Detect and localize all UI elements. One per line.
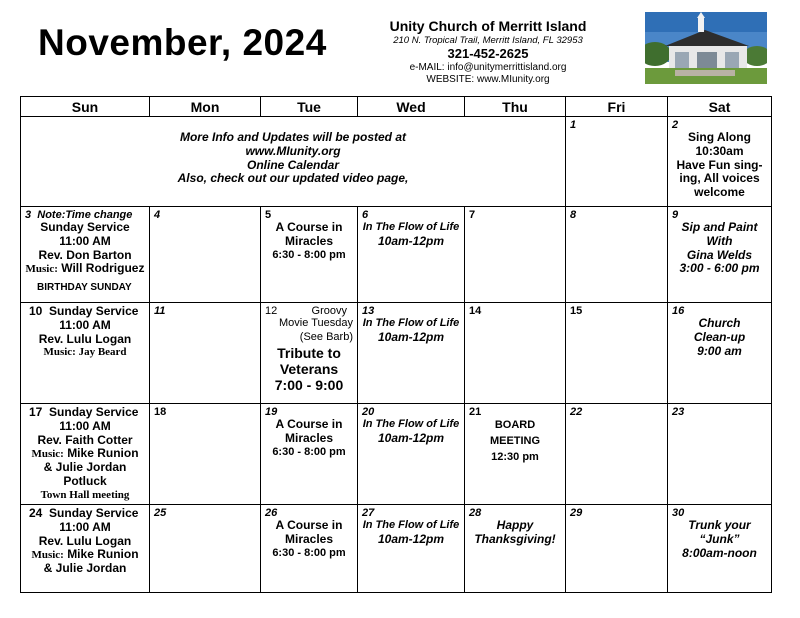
date-number: 28 [469,507,482,519]
speaker: Rev. Lulu Logan [38,331,132,346]
day-cell [668,404,772,505]
day-cell [566,404,668,505]
event-title: A Course in [275,417,343,431]
day-cell [21,207,150,303]
event-title: Sunday Service [49,405,139,419]
date-number: 24 [29,506,43,520]
date-number: 8 [570,209,577,221]
info-notice [21,117,566,207]
event-title: Movie Tuesday [279,317,353,329]
event-time: 6:30 - 8:00 pm [272,546,346,559]
date-number: 26 [265,507,278,519]
event-detail: With [706,233,733,248]
info-line: Online Calendar [246,157,340,172]
day-cell [358,505,465,593]
calendar-grid [20,96,772,593]
event-title: Veterans [279,360,339,377]
event-title: A Course in [275,518,343,532]
day-cell [358,404,465,505]
day-cell [150,303,261,404]
date-number: 3 [25,209,32,221]
event-time: 11:00 AM [59,418,111,433]
day-cell [566,117,668,207]
date-number: 15 [570,305,583,317]
day-cell [566,303,668,404]
musician: Will Rodriguez [61,261,145,276]
date-number: 20 [362,406,375,418]
date-number: 27 [362,507,375,519]
event-detail: Gina Welds [686,247,753,262]
event-title: Sing Along [688,130,751,144]
musician: & Julie Jordan [43,460,127,475]
day-cell [465,404,566,505]
event-title: BOARD [494,419,536,431]
event-time: 9:00 am [697,343,742,358]
event-title: “Junk” [699,531,740,546]
event-title: MEETING [489,434,541,447]
day-header-wed: Wed [358,97,465,117]
date-number: 14 [469,305,482,317]
musician: Mike Runion [67,446,139,461]
event-title: Church [698,316,741,330]
event-detail: welcome [694,185,745,200]
event-title: Miracles [284,531,334,546]
day-cell [261,505,358,593]
day-header-thu: Thu [465,97,566,117]
event-time: 8:00am-noon [682,545,757,560]
time-change-note: Note:Time change [37,209,133,221]
day-header-tue: Tue [261,97,358,117]
date-number: 9 [672,209,679,221]
date-number: 30 [672,507,685,519]
event-title: In The Flow of Life [362,418,460,430]
day-header-mon: Mon [150,97,261,117]
event-time: 7:00 - 9:00 [274,376,344,393]
event-time: 10am-12pm [377,330,445,345]
event-time: 3:00 - 6:00 pm [679,261,760,276]
event-title: In The Flow of Life [362,317,460,329]
church-email: e-MAIL: info@unitymerrittisland.org [409,61,567,73]
date-number: 10 [29,304,43,318]
page-title: November, 2024 [38,22,327,63]
day-cell [465,303,566,404]
event-title: Thanksgiving! [474,531,556,546]
event-title: Sunday Service [49,304,139,318]
speaker: Rev. Don Barton [38,247,132,262]
date-number: 5 [265,209,272,221]
day-cell [668,117,772,207]
event-title: Clean-up [693,329,746,344]
event-title: In The Flow of Life [362,519,460,531]
event-title: Potluck [63,473,107,488]
date-number: 21 [469,406,482,418]
event-detail: ing, All voices [679,171,760,186]
event-title: Sip and Paint [681,220,758,234]
date-number: 6 [362,209,369,221]
event-title: Tribute to [277,344,341,361]
day-cell [21,404,150,505]
event-time: 11:00 AM [59,233,111,248]
musician: & Julie Jordan [43,561,127,576]
event-title: Miracles [284,430,334,445]
event-time: 6:30 - 8:00 pm [272,248,346,261]
day-cell [668,207,772,303]
date-number: 12 [265,305,278,317]
event-title: A Course in [275,220,343,234]
event-time: 11:00 AM [59,519,111,534]
day-cell [150,207,261,303]
day-cell [261,404,358,505]
event-title: Miracles [284,233,334,248]
event-title: Town Hall meeting [40,488,130,501]
church-photo [645,12,767,84]
day-header-sun: Sun [21,97,150,117]
date-number: 2 [672,119,679,131]
musician: Music: Jay Beard [43,346,127,359]
day-cell [566,505,668,593]
day-header-sat: Sat [668,97,772,117]
event-time: 10am-12pm [377,234,445,249]
event-title: Groovy [311,305,347,317]
music-label: Music: [25,263,58,276]
date-number: 11 [154,305,166,317]
event-title: Sunday Service [40,220,130,234]
date-number: 25 [154,507,167,519]
info-line: Also, check out our updated video page, [177,171,409,186]
date-number: 29 [570,507,583,519]
info-line: More Info and Updates will be posted at [179,130,407,144]
date-number: 7 [469,209,476,221]
date-number: 16 [672,305,685,317]
church-name: Unity Church of Merritt Island [389,18,587,34]
day-cell [358,303,465,404]
church-info [386,18,590,86]
day-cell [358,207,465,303]
date-number: 4 [154,209,161,221]
event-detail: Have Fun sing- [676,157,763,172]
event-title: Trunk your [688,518,751,532]
day-cell [566,207,668,303]
event-detail: (See Barb) [299,330,353,343]
day-cell [261,303,358,404]
music-label: Music: [31,549,64,562]
day-cell [150,404,261,505]
speaker: Rev. Lulu Logan [38,533,132,548]
day-cell [21,303,150,404]
date-number: 23 [672,406,685,418]
event-time: 11:00 AM [59,317,111,332]
day-cell [668,303,772,404]
day-cell [668,505,772,593]
music-label: Music: [31,448,64,461]
date-number: 17 [29,405,43,419]
church-phone: 321-452-2625 [447,46,529,62]
event-title: In The Flow of Life [362,221,460,233]
birthday-sunday: BIRTHDAY SUNDAY [37,282,132,294]
date-number: 13 [362,305,375,317]
day-header-fri: Fri [566,97,668,117]
date-number: 18 [154,406,167,418]
event-title: Sunday Service [49,506,139,520]
event-time: 6:30 - 8:00 pm [272,445,346,458]
event-time: 10:30am [695,143,744,158]
church-website: WEBSITE: www.MIunity.org [426,73,550,85]
date-number: 19 [265,406,278,418]
event-title: Happy [496,518,534,532]
event-time: 10am-12pm [377,431,445,446]
event-time: 12:30 pm [491,450,539,463]
musician: Mike Runion [67,547,139,562]
date-number: 1 [570,119,577,131]
date-number: 22 [570,406,583,418]
day-cell [465,207,566,303]
day-cell [465,505,566,593]
day-cell [261,207,358,303]
day-cell [150,505,261,593]
church-address: 210 N. Tropical Trail, Merritt Island, FL 32953 [393,34,583,46]
info-website: www.MIunity.org [245,143,341,158]
event-time: 10am-12pm [377,532,445,547]
day-cell [21,505,150,593]
speaker: Rev. Faith Cotter [37,432,133,447]
